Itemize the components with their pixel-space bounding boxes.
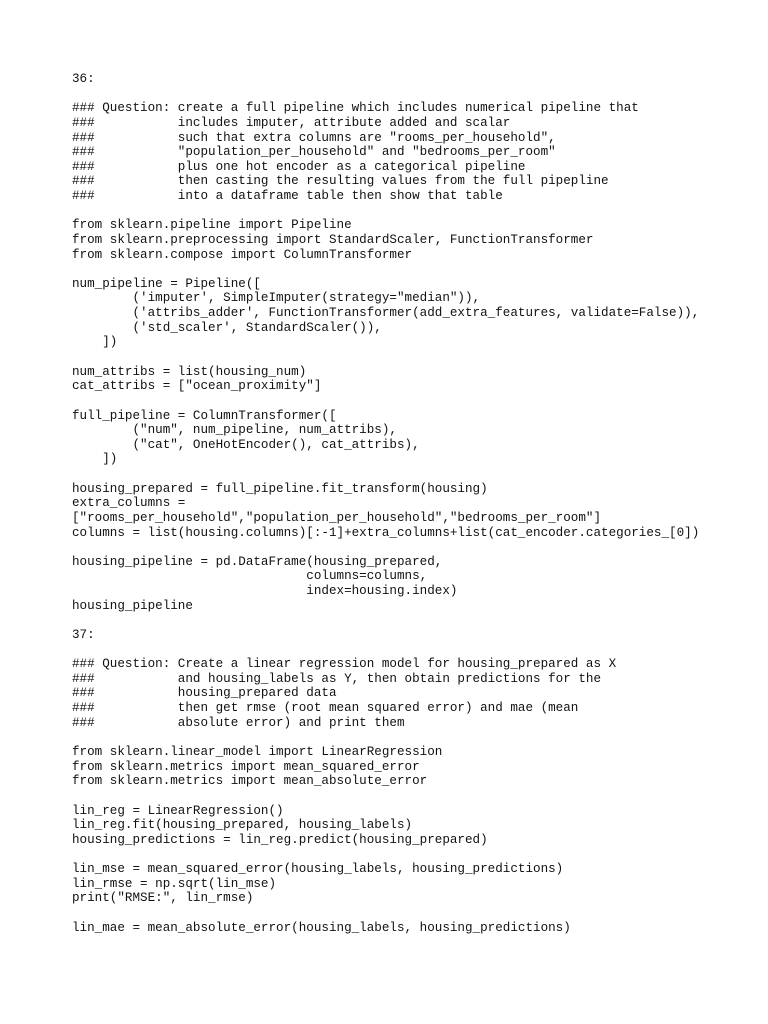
code-line: ### "population_per_household" and "bedrooms_per_room" <box>72 145 556 160</box>
code-line: ("num", num_pipeline, num_attribs), <box>72 423 397 438</box>
code-line: from sklearn.metrics import mean_squared_error <box>72 759 420 774</box>
code-line: ### Question: create a full pipeline which includes numerical pipeline that <box>72 101 639 116</box>
code-line: ('std_scaler', StandardScaler()), <box>72 320 382 335</box>
code-line: ### into a dataframe table then show that table <box>72 189 503 204</box>
code-line: lin_reg.fit(housing_prepared, housing_labels) <box>72 818 413 833</box>
code-block <box>72 804 752 848</box>
code-block <box>72 365 752 394</box>
code-cell-36 <box>72 72 752 613</box>
code-line: housing_prepared = full_pipeline.fit_transform(housing) <box>72 481 488 496</box>
code-line: ### includes imputer, attribute added and scalar <box>72 115 511 130</box>
comment-block <box>72 101 752 203</box>
code-line: full_pipeline = ColumnTransformer([ <box>72 408 337 423</box>
comment-block <box>72 657 752 730</box>
code-line: num_attribs = list(housing_num) <box>72 364 307 379</box>
code-line: ('attribs_adder', FunctionTransformer(add_extra_features, validate=False)), <box>72 306 700 321</box>
code-line: ### housing_prepared data <box>72 686 337 701</box>
code-line: num_pipeline = Pipeline([ <box>72 276 261 291</box>
document-page <box>72 72 752 935</box>
code-line: print("RMSE:", lin_rmse) <box>72 891 254 906</box>
code-line: housing_predictions = lin_reg.predict(housing_prepared) <box>72 832 488 847</box>
code-line: from sklearn.metrics import mean_absolute_error <box>72 774 428 789</box>
code-line: ### absolute error) and print them <box>72 715 405 730</box>
code-line: ["rooms_per_household","population_per_household","bedrooms_per_room"] <box>72 510 602 525</box>
cell-label: 37: <box>72 627 95 642</box>
cell-label: 36: <box>72 72 95 86</box>
code-block <box>72 482 752 541</box>
code-block <box>72 862 752 906</box>
code-line: from sklearn.linear_model import LinearRegression <box>72 745 443 759</box>
code-line: ### then casting the resulting values from the full pipepline <box>72 174 609 189</box>
code-line: lin_reg = LinearRegression() <box>72 803 284 818</box>
code-line: lin_mae = mean_absolute_error(housing_labels, housing_predictions) <box>72 920 571 935</box>
code-line: ### plus one hot encoder as a categorical pipeline <box>72 159 526 174</box>
code-block <box>72 277 752 350</box>
code-line: ]) <box>72 452 118 467</box>
code-line: ### such that extra columns are "rooms_per_household", <box>72 130 556 145</box>
code-line: ('imputer', SimpleImputer(strategy="median")), <box>72 291 481 306</box>
code-line: lin_mse = mean_squared_error(housing_labels, housing_predictions) <box>72 862 564 877</box>
code-line: ]) <box>72 335 118 350</box>
import-block <box>72 745 752 789</box>
code-block <box>72 921 752 936</box>
code-line: lin_rmse = np.sqrt(lin_mse) <box>72 876 277 891</box>
code-line: ### Question: Create a linear regression model for housing_prepared as X <box>72 657 617 672</box>
code-block <box>72 555 752 614</box>
code-line: ("cat", OneHotEncoder(), cat_attribs), <box>72 437 420 452</box>
code-line: ### and housing_labels as Y, then obtain predictions for the <box>72 671 602 686</box>
code-line: extra_columns = <box>72 496 186 511</box>
code-line: columns = list(housing.columns)[:-1]+extra_columns+list(cat_encoder.categories_[0]) <box>72 525 700 540</box>
code-line: housing_pipeline <box>72 598 193 613</box>
code-line: cat_attribs = ["ocean_proximity"] <box>72 379 322 394</box>
code-line: ### then get rmse (root mean squared error) and mae (mean <box>72 701 579 716</box>
code-line: housing_pipeline = pd.DataFrame(housing_prepared, <box>72 554 443 569</box>
code-block <box>72 409 752 468</box>
code-line: from sklearn.preprocessing import StandardScaler, FunctionTransformer <box>72 232 594 247</box>
import-block <box>72 218 752 262</box>
code-line: from sklearn.compose import ColumnTransformer <box>72 247 413 262</box>
code-cell-37 <box>72 628 752 935</box>
code-line: from sklearn.pipeline import Pipeline <box>72 218 352 233</box>
code-line: index=housing.index) <box>72 584 458 599</box>
code-line: columns=columns, <box>72 569 428 584</box>
